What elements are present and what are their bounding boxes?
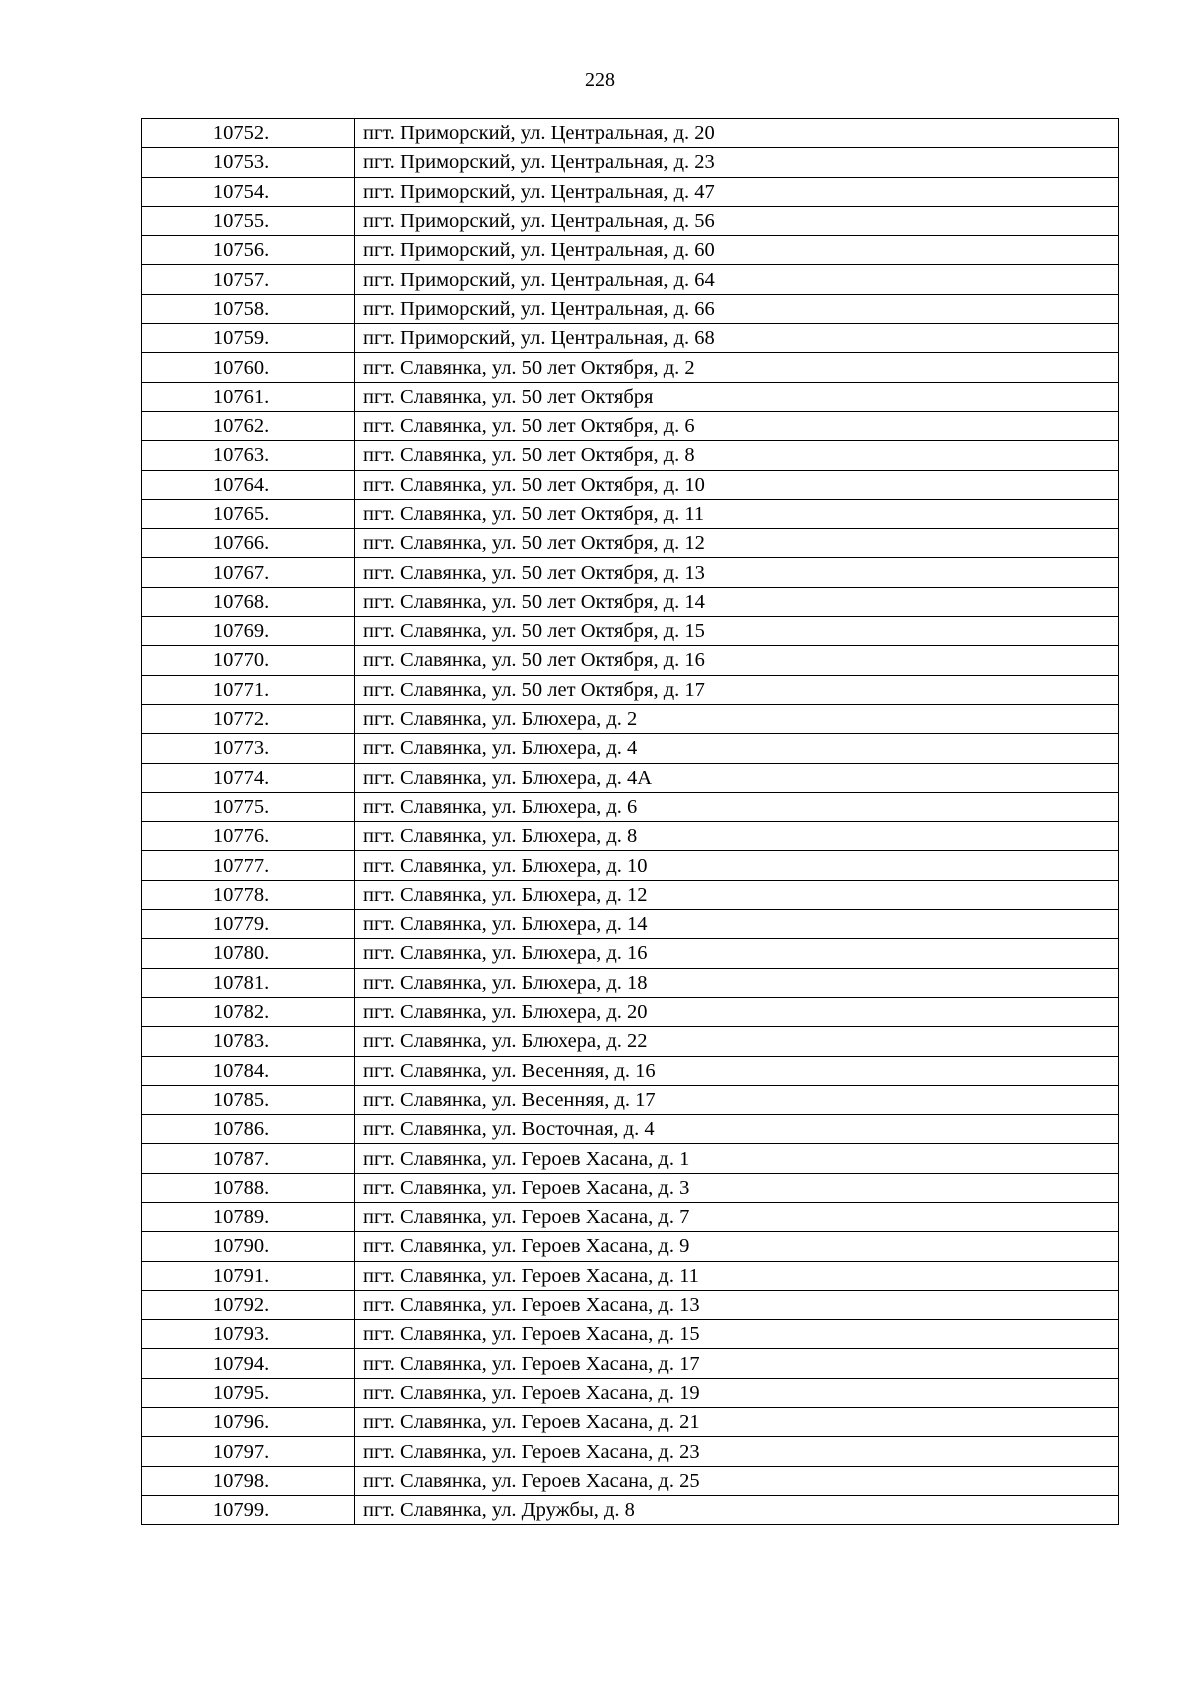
address-cell: пгт. Приморский, ул. Центральная, д. 20 <box>355 119 1119 148</box>
table-row <box>142 499 1119 528</box>
row-number-cell: 10766. <box>142 529 355 558</box>
table-row <box>142 704 1119 733</box>
row-number-cell: 10767. <box>142 558 355 587</box>
address-cell: пгт. Славянка, ул. Героев Хасана, д. 21 <box>355 1408 1119 1437</box>
row-number-cell: 10772. <box>142 704 355 733</box>
row-number-cell: 10779. <box>142 910 355 939</box>
table-row <box>142 1173 1119 1202</box>
row-number-cell: 10785. <box>142 1085 355 1114</box>
address-cell: пгт. Славянка, ул. Блюхера, д. 6 <box>355 792 1119 821</box>
address-cell: пгт. Славянка, ул. 50 лет Октября, д. 12 <box>355 529 1119 558</box>
row-number-cell: 10763. <box>142 441 355 470</box>
address-cell: пгт. Славянка, ул. Героев Хасана, д. 13 <box>355 1290 1119 1319</box>
row-number-cell: 10791. <box>142 1261 355 1290</box>
row-number-cell: 10793. <box>142 1320 355 1349</box>
table-row <box>142 587 1119 616</box>
table-row <box>142 734 1119 763</box>
row-number-cell: 10754. <box>142 177 355 206</box>
address-cell: пгт. Славянка, ул. Героев Хасана, д. 19 <box>355 1378 1119 1407</box>
address-cell: пгт. Славянка, ул. Блюхера, д. 14 <box>355 910 1119 939</box>
table-row <box>142 1232 1119 1261</box>
row-number-cell: 10783. <box>142 1027 355 1056</box>
address-cell: пгт. Славянка, ул. Дружбы, д. 8 <box>355 1495 1119 1524</box>
table-row <box>142 1202 1119 1231</box>
row-number-cell: 10752. <box>142 119 355 148</box>
address-cell: пгт. Приморский, ул. Центральная, д. 64 <box>355 265 1119 294</box>
row-number-cell: 10776. <box>142 822 355 851</box>
table-row <box>142 1056 1119 1085</box>
row-number-cell: 10794. <box>142 1349 355 1378</box>
row-number-cell: 10780. <box>142 939 355 968</box>
address-cell: пгт. Славянка, ул. 50 лет Октября, д. 2 <box>355 353 1119 382</box>
table-row <box>142 382 1119 411</box>
table-row <box>142 119 1119 148</box>
address-cell: пгт. Славянка, ул. Героев Хасана, д. 23 <box>355 1437 1119 1466</box>
address-cell: пгт. Славянка, ул. Блюхера, д. 18 <box>355 968 1119 997</box>
row-number-cell: 10798. <box>142 1466 355 1495</box>
table-row <box>142 1261 1119 1290</box>
table-row <box>142 558 1119 587</box>
table-row <box>142 1408 1119 1437</box>
address-cell: пгт. Славянка, ул. Блюхера, д. 16 <box>355 939 1119 968</box>
address-cell: пгт. Славянка, ул. 50 лет Октября, д. 6 <box>355 411 1119 440</box>
address-cell: пгт. Славянка, ул. Героев Хасана, д. 11 <box>355 1261 1119 1290</box>
row-number-cell: 10764. <box>142 470 355 499</box>
address-cell: пгт. Славянка, ул. Блюхера, д. 4 <box>355 734 1119 763</box>
address-cell: пгт. Славянка, ул. Героев Хасана, д. 17 <box>355 1349 1119 1378</box>
table-row <box>142 939 1119 968</box>
address-cell: пгт. Славянка, ул. Блюхера, д. 20 <box>355 997 1119 1026</box>
address-cell: пгт. Славянка, ул. Блюхера, д. 8 <box>355 822 1119 851</box>
row-number-cell: 10756. <box>142 236 355 265</box>
table-row <box>142 441 1119 470</box>
table-row <box>142 822 1119 851</box>
address-cell: пгт. Приморский, ул. Центральная, д. 60 <box>355 236 1119 265</box>
row-number-cell: 10781. <box>142 968 355 997</box>
row-number-cell: 10765. <box>142 499 355 528</box>
table-row <box>142 1349 1119 1378</box>
row-number-cell: 10753. <box>142 148 355 177</box>
row-number-cell: 10789. <box>142 1202 355 1231</box>
address-cell: пгт. Славянка, ул. Героев Хасана, д. 25 <box>355 1466 1119 1495</box>
address-cell: пгт. Славянка, ул. Блюхера, д. 12 <box>355 880 1119 909</box>
address-cell: пгт. Приморский, ул. Центральная, д. 66 <box>355 294 1119 323</box>
address-cell: пгт. Славянка, ул. Блюхера, д. 2 <box>355 704 1119 733</box>
row-number-cell: 10799. <box>142 1495 355 1524</box>
table-row <box>142 324 1119 353</box>
address-cell: пгт. Славянка, ул. 50 лет Октября, д. 17 <box>355 675 1119 704</box>
address-cell: пгт. Славянка, ул. 50 лет Октября, д. 13 <box>355 558 1119 587</box>
table-row <box>142 1378 1119 1407</box>
row-number-cell: 10775. <box>142 792 355 821</box>
table-row <box>142 529 1119 558</box>
row-number-cell: 10796. <box>142 1408 355 1437</box>
table-row <box>142 294 1119 323</box>
row-number-cell: 10788. <box>142 1173 355 1202</box>
row-number-cell: 10790. <box>142 1232 355 1261</box>
address-cell: пгт. Славянка, ул. Героев Хасана, д. 9 <box>355 1232 1119 1261</box>
row-number-cell: 10797. <box>142 1437 355 1466</box>
table-row <box>142 851 1119 880</box>
address-cell: пгт. Славянка, ул. Героев Хасана, д. 7 <box>355 1202 1119 1231</box>
row-number-cell: 10792. <box>142 1290 355 1319</box>
row-number-cell: 10774. <box>142 763 355 792</box>
table-row <box>142 1495 1119 1524</box>
address-cell: пгт. Славянка, ул. 50 лет Октября, д. 10 <box>355 470 1119 499</box>
address-cell: пгт. Славянка, ул. Героев Хасана, д. 15 <box>355 1320 1119 1349</box>
table-row <box>142 206 1119 235</box>
row-number-cell: 10760. <box>142 353 355 382</box>
row-number-cell: 10761. <box>142 382 355 411</box>
row-number-cell: 10757. <box>142 265 355 294</box>
row-number-cell: 10762. <box>142 411 355 440</box>
table-row <box>142 236 1119 265</box>
page-number: 228 <box>585 69 615 91</box>
table-row <box>142 1115 1119 1144</box>
table-row <box>142 411 1119 440</box>
address-cell: пгт. Славянка, ул. Восточная, д. 4 <box>355 1115 1119 1144</box>
address-cell: пгт. Славянка, ул. Весенняя, д. 16 <box>355 1056 1119 1085</box>
table-row <box>142 1437 1119 1466</box>
row-number-cell: 10770. <box>142 646 355 675</box>
address-cell: пгт. Приморский, ул. Центральная, д. 56 <box>355 206 1119 235</box>
table-row <box>142 177 1119 206</box>
address-cell: пгт. Славянка, ул. Блюхера, д. 4А <box>355 763 1119 792</box>
table-row <box>142 617 1119 646</box>
row-number-cell: 10787. <box>142 1144 355 1173</box>
table-row <box>142 880 1119 909</box>
row-number-cell: 10758. <box>142 294 355 323</box>
table-row <box>142 968 1119 997</box>
address-cell: пгт. Славянка, ул. Блюхера, д. 22 <box>355 1027 1119 1056</box>
row-number-cell: 10795. <box>142 1378 355 1407</box>
address-cell: пгт. Приморский, ул. Центральная, д. 23 <box>355 148 1119 177</box>
row-number-cell: 10786. <box>142 1115 355 1144</box>
address-cell: пгт. Приморский, ул. Центральная, д. 47 <box>355 177 1119 206</box>
address-cell: пгт. Славянка, ул. 50 лет Октября, д. 15 <box>355 617 1119 646</box>
address-cell: пгт. Славянка, ул. Блюхера, д. 10 <box>355 851 1119 880</box>
table-row <box>142 792 1119 821</box>
address-cell: пгт. Славянка, ул. Героев Хасана, д. 3 <box>355 1173 1119 1202</box>
row-number-cell: 10769. <box>142 617 355 646</box>
row-number-cell: 10782. <box>142 997 355 1026</box>
row-number-cell: 10771. <box>142 675 355 704</box>
table-row <box>142 470 1119 499</box>
address-cell: пгт. Славянка, ул. 50 лет Октября, д. 11 <box>355 499 1119 528</box>
address-table-body <box>142 119 1119 1525</box>
address-cell: пгт. Славянка, ул. 50 лет Октября <box>355 382 1119 411</box>
address-table <box>141 118 1119 1525</box>
table-row <box>142 763 1119 792</box>
table-row <box>142 910 1119 939</box>
address-cell: пгт. Приморский, ул. Центральная, д. 68 <box>355 324 1119 353</box>
address-cell: пгт. Славянка, ул. 50 лет Октября, д. 16 <box>355 646 1119 675</box>
row-number-cell: 10777. <box>142 851 355 880</box>
row-number-cell: 10784. <box>142 1056 355 1085</box>
table-row <box>142 1144 1119 1173</box>
row-number-cell: 10768. <box>142 587 355 616</box>
table-row <box>142 1320 1119 1349</box>
table-row <box>142 675 1119 704</box>
address-cell: пгт. Славянка, ул. 50 лет Октября, д. 14 <box>355 587 1119 616</box>
table-row <box>142 353 1119 382</box>
table-row <box>142 265 1119 294</box>
address-cell: пгт. Славянка, ул. Героев Хасана, д. 1 <box>355 1144 1119 1173</box>
table-row <box>142 997 1119 1026</box>
row-number-cell: 10755. <box>142 206 355 235</box>
row-number-cell: 10759. <box>142 324 355 353</box>
row-number-cell: 10778. <box>142 880 355 909</box>
table-row <box>142 1290 1119 1319</box>
table-row <box>142 1466 1119 1495</box>
table-row <box>142 646 1119 675</box>
table-row <box>142 148 1119 177</box>
address-cell: пгт. Славянка, ул. 50 лет Октября, д. 8 <box>355 441 1119 470</box>
table-row <box>142 1027 1119 1056</box>
address-cell: пгт. Славянка, ул. Весенняя, д. 17 <box>355 1085 1119 1114</box>
table-row <box>142 1085 1119 1114</box>
row-number-cell: 10773. <box>142 734 355 763</box>
